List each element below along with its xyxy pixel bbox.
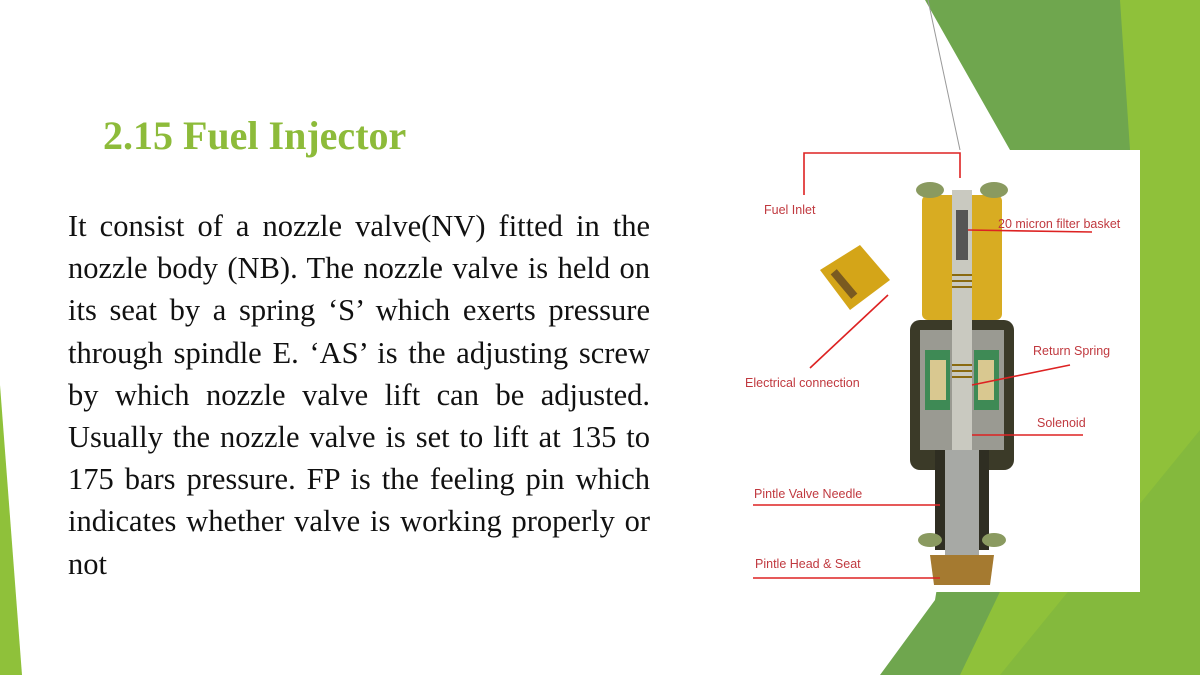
label-solenoid: Solenoid [1037,416,1086,430]
label-filter-basket: 20 micron filter basket [998,217,1121,231]
label-pintle-valve-needle: Pintle Valve Needle [754,487,863,501]
slide-body-text: It consist of a nozzle valve(NV) fitted in the nozzle body (NB). The nozzle valve is held on its seat by a spring ‘S’ which exerts pressure through spindle E. ‘AS’ is the adjusting screw by which nozzle valve lift can be adjusted. Usually the nozzle valve is set to lift at 135 to 175 bars pressure. FP is the feeling pin which indicates whether valve is working properly or not [68,209,650,581]
slide-title: 2.15 Fuel Injector [103,113,407,158]
label-electrical-connection: Electrical connection [745,376,860,390]
left-edge-green-shape [0,385,22,675]
label-fuel-inlet: Fuel Inlet [764,203,816,217]
label-pintle-head-seat: Pintle Head & Seat [755,557,861,571]
label-return-spring: Return Spring [1033,344,1111,358]
fuel-injector-diagram [740,150,1140,592]
